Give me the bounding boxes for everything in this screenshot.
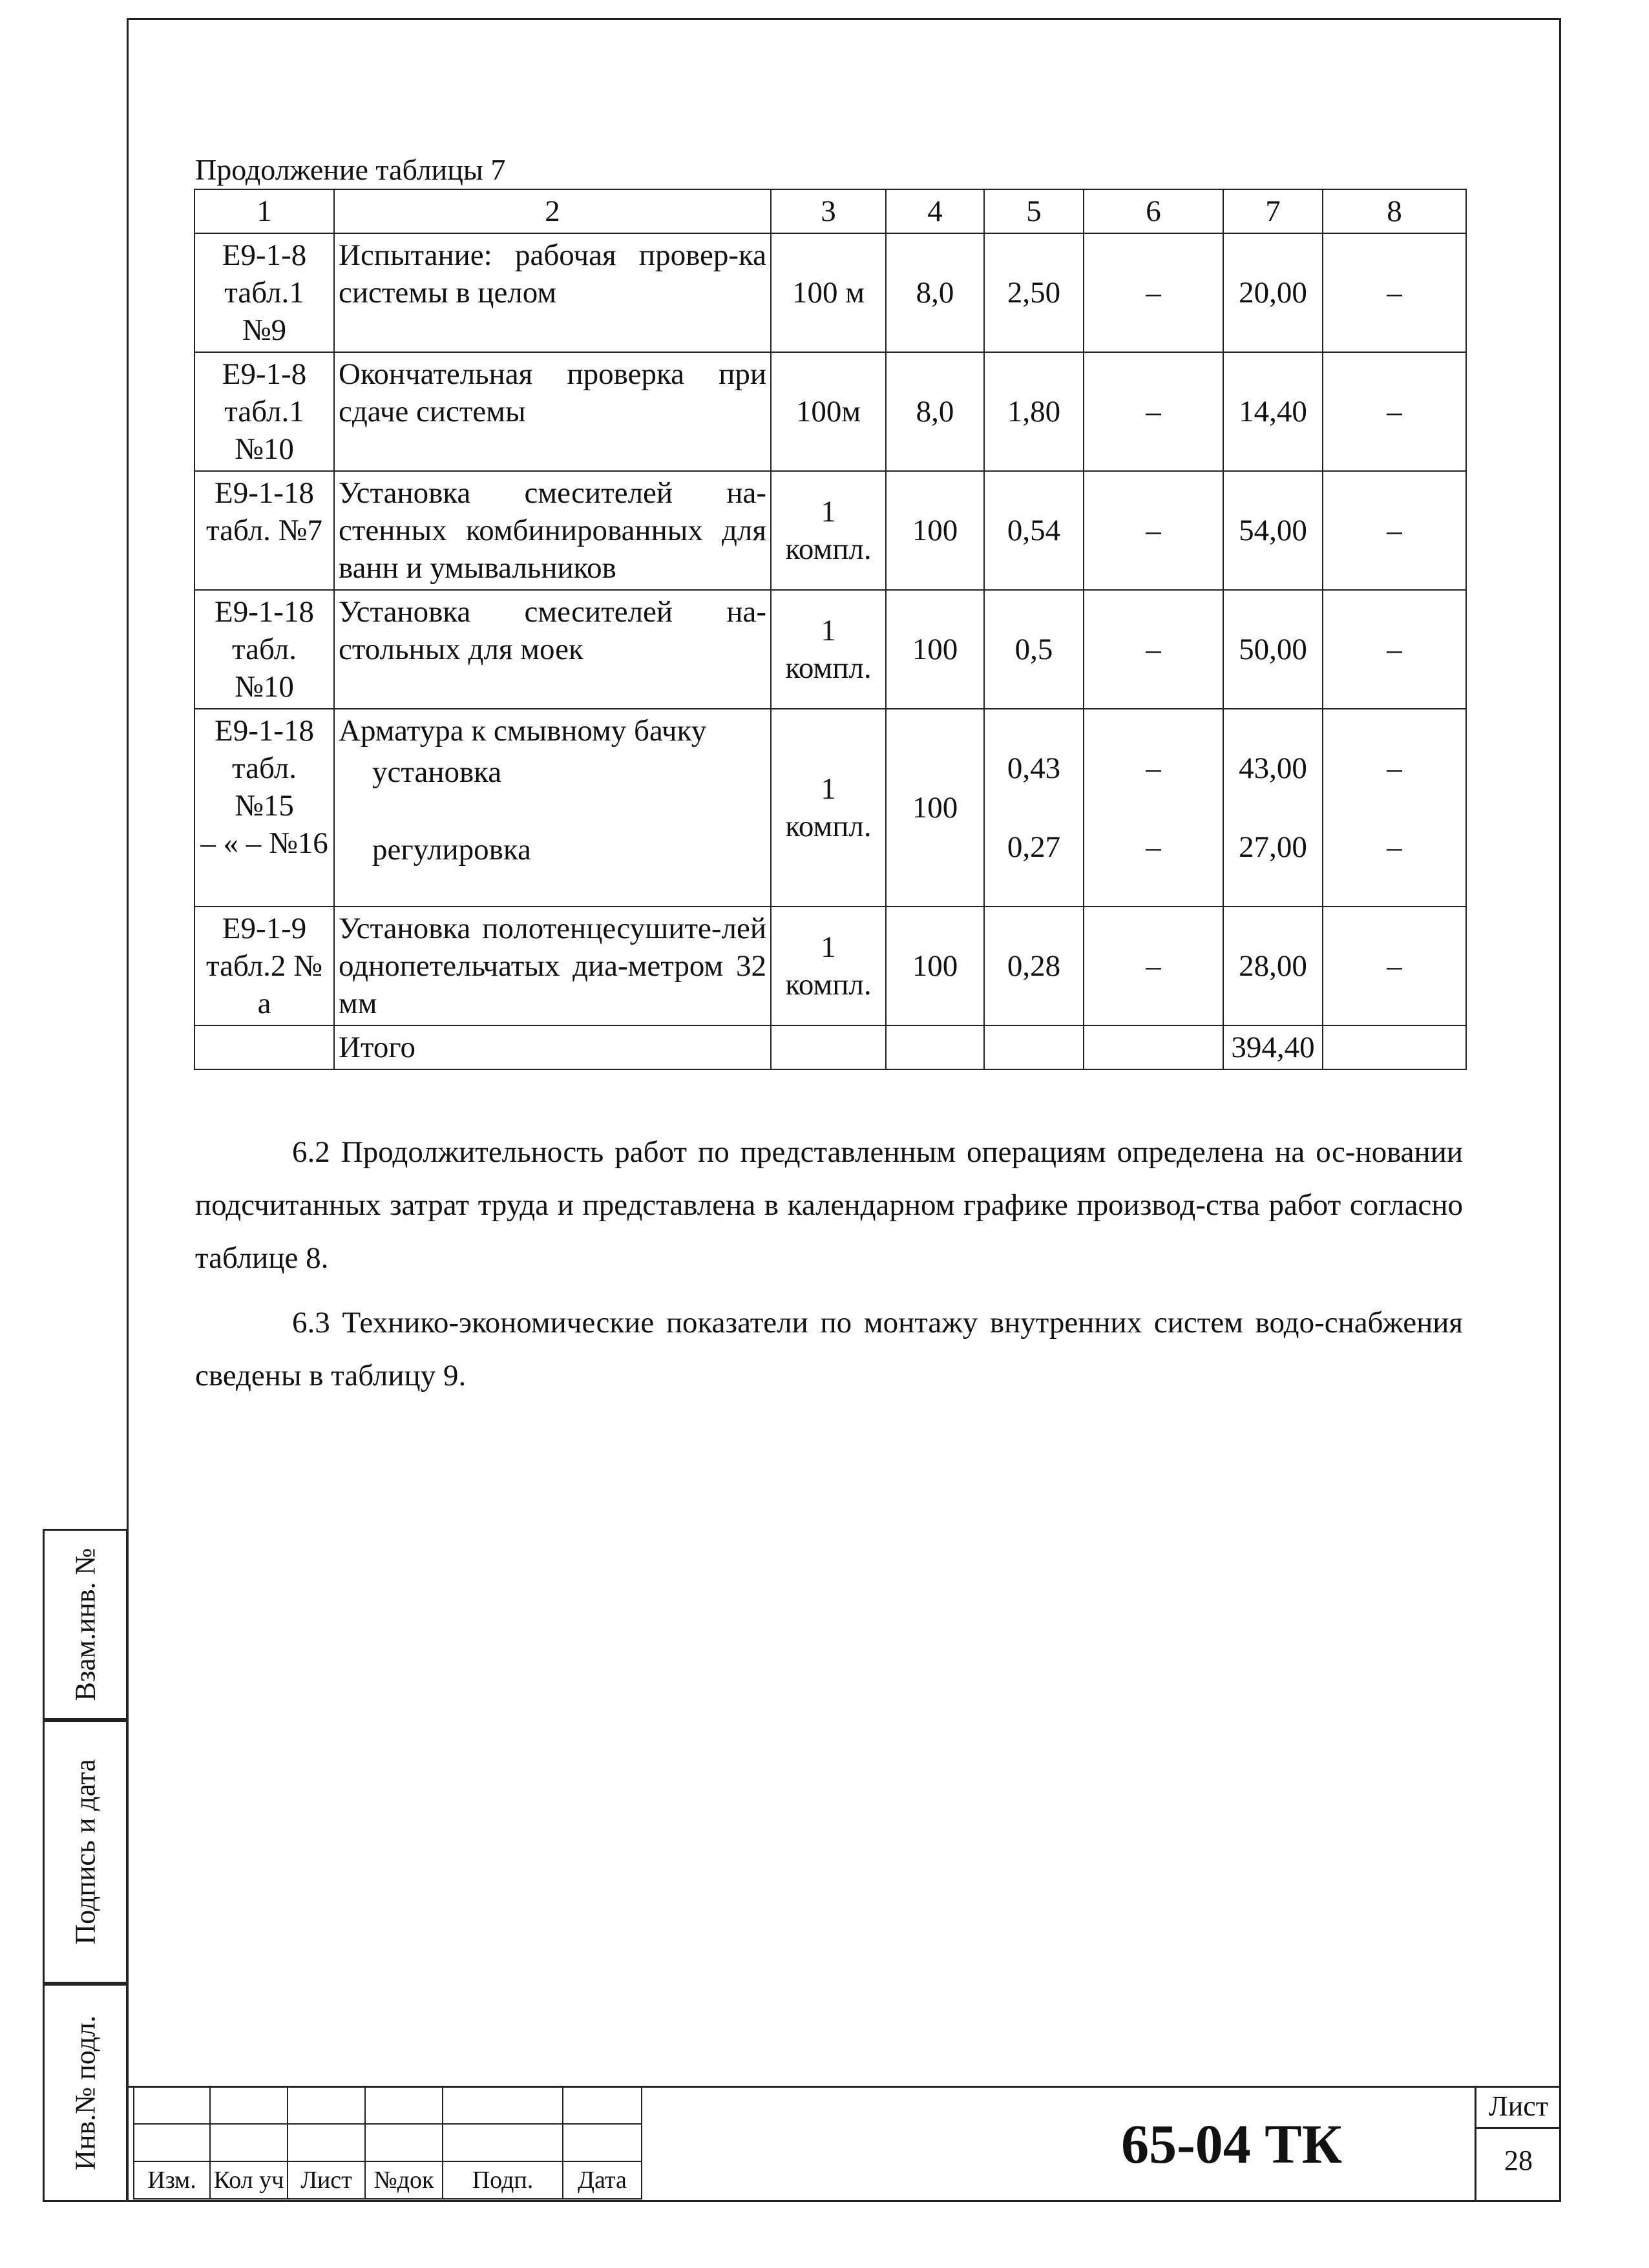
value-cell: 100: [886, 907, 984, 1025]
stamp-cell: [443, 2124, 563, 2161]
side-box-podpis-data: [43, 1720, 128, 1984]
value-text: –: [1387, 751, 1402, 785]
table-row: [194, 471, 1466, 590]
code-cell: Е9-1-8 табл.1 №9: [194, 233, 334, 352]
table-header-row: [194, 189, 1466, 233]
value-cell: 8,0: [886, 352, 984, 471]
value-cell: 50,00: [1223, 590, 1323, 709]
unit-cell: 100 м: [771, 233, 886, 352]
desc-cell: Окончательная проверка при сдаче системы: [334, 352, 771, 471]
unit-cell: 1 компл.: [771, 907, 886, 1025]
table-row: [194, 233, 1466, 352]
table-row: [194, 590, 1466, 709]
value-cell: 0,5: [984, 590, 1084, 709]
desc-title: Арматура к смывному бачку: [339, 714, 707, 748]
side-label: Взам.инв. №: [69, 1548, 101, 1701]
value-cell: 54,00: [1223, 471, 1323, 590]
stamp-col-label: Кол уч: [210, 2161, 288, 2199]
stamp-col-label: Дата: [563, 2161, 642, 2199]
desc-cell: Установка смесителей на-стольных для моек: [334, 590, 771, 709]
stamp-col-label: Подп.: [443, 2161, 563, 2199]
code-text: – « – №16: [200, 826, 328, 860]
header-cell: 8: [1323, 189, 1466, 233]
table-row: [194, 907, 1466, 1025]
empty-cell: [1084, 1025, 1223, 1069]
value-cell: –: [1084, 471, 1223, 590]
code-text: Е9-1-18 табл. №15: [214, 714, 314, 823]
value-cell: 28,00: [1223, 907, 1323, 1025]
unit-cell: 100м: [771, 352, 886, 471]
table-row: [194, 352, 1466, 471]
header-cell: 6: [1084, 189, 1223, 233]
header-cell: 4: [886, 189, 984, 233]
value-cell: 2,50: [984, 233, 1084, 352]
value-cell: –: [1084, 907, 1223, 1025]
value-text: –: [1387, 830, 1402, 864]
empty-cell: [771, 1025, 886, 1069]
paragraph-6-3: 6.3 Технико-экономические показатели по монтажу внутренних систем водо-снабжения сведены в таблицу 9.: [195, 1306, 1463, 1392]
table-caption: Продолжение таблицы 7: [195, 153, 506, 186]
stamp-grid: [133, 2086, 642, 2200]
value-cell: 100: [886, 471, 984, 590]
stamp-cell: [210, 2124, 288, 2161]
header-cell: 7: [1223, 189, 1323, 233]
value-cell: –: [1084, 233, 1223, 352]
desc-sub: установка: [372, 755, 502, 789]
desc-cell: Установка смесителей на-стенных комбинированных для ванн и умывальников: [334, 471, 771, 590]
side-label: Инв.№ подл.: [69, 2015, 101, 2170]
stamp-col-label: Лист: [288, 2161, 365, 2199]
stamp-cell: [288, 2124, 365, 2161]
unit-cell: 1 компл.: [771, 709, 886, 907]
value-cell: 100: [886, 709, 984, 907]
value-cell: 8,0: [886, 233, 984, 352]
paragraph-6-2: 6.2 Продолжительность работ по представленным операциям определена на ос-новании подсчитанных затрат труда и представлена в календарном графике производ-ства работ согласно таблице 8.: [195, 1135, 1463, 1275]
stamp-cell: [443, 2086, 563, 2124]
value-cell: –: [1323, 471, 1466, 590]
value-cell: –: [1323, 590, 1466, 709]
stamp-cell: [563, 2124, 642, 2161]
value-cell: 0,28: [984, 907, 1084, 1025]
code-cell: Е9-1-18 табл. №7: [194, 471, 334, 590]
header-cell: 1: [194, 189, 334, 233]
empty-cell: [1323, 1025, 1466, 1069]
table-row-armatura: [194, 709, 1466, 907]
value-text: 27,00: [1239, 830, 1307, 864]
sheet-label: Лист: [1488, 2090, 1549, 2122]
desc-cell: Установка полотенцесушите-лей однопетельчатых диа-метром 32 мм: [334, 907, 771, 1025]
value-cell: [1223, 709, 1323, 907]
value-cell: –: [1323, 233, 1466, 352]
total-label: Итого: [334, 1025, 771, 1069]
unit-cell: 1 компл.: [771, 590, 886, 709]
total-value: 394,40: [1223, 1025, 1323, 1069]
side-label: Подпись и дата: [69, 1759, 101, 1945]
value-cell: [984, 709, 1084, 907]
stamp-cell: [210, 2086, 288, 2124]
value-cell: –: [1084, 352, 1223, 471]
work-table: [194, 189, 1467, 1070]
sheet-number: 28: [1504, 2145, 1533, 2176]
sheet-h-divider: [1475, 2127, 1561, 2129]
value-cell: 20,00: [1223, 233, 1323, 352]
desc-sub: регулировка: [372, 833, 531, 866]
value-cell: 1,80: [984, 352, 1084, 471]
stamp-cell: [134, 2124, 210, 2161]
stamp-cell: [365, 2086, 443, 2124]
code-cell: Е9-1-8 табл.1 №10: [194, 352, 334, 471]
empty-cell: [886, 1025, 984, 1069]
empty-cell: [984, 1025, 1084, 1069]
header-cell: 3: [771, 189, 886, 233]
value-cell: [1323, 709, 1466, 907]
empty-cell: [194, 1025, 334, 1069]
value-text: –: [1146, 751, 1161, 785]
value-text: 43,00: [1239, 751, 1307, 785]
header-cell: 2: [334, 189, 771, 233]
desc-cell: [334, 709, 771, 907]
value-cell: –: [1084, 590, 1223, 709]
value-text: 0,27: [1007, 830, 1061, 864]
header-cell: 5: [984, 189, 1084, 233]
stamp-cell: [134, 2086, 210, 2124]
value-cell: –: [1323, 352, 1466, 471]
side-box-inv-podl: [43, 1984, 128, 2202]
value-cell: 0,54: [984, 471, 1084, 590]
value-cell: 14,40: [1223, 352, 1323, 471]
code-cell: Е9-1-9 табл.2 № а: [194, 907, 334, 1025]
desc-cell: Испытание: рабочая провер-ка системы в целом: [334, 233, 771, 352]
stamp-cell: [563, 2086, 642, 2124]
stamp-cell: [288, 2086, 365, 2124]
stamp-cell: [365, 2124, 443, 2161]
document-number: 65-04 ТК: [1121, 2113, 1342, 2175]
title-block: [127, 2086, 1561, 2202]
value-text: 0,43: [1007, 751, 1061, 785]
value-cell: 100: [886, 590, 984, 709]
code-cell: Е9-1-18 табл. №10: [194, 590, 334, 709]
code-cell: [194, 709, 334, 907]
stamp-col-label: Изм.: [134, 2161, 210, 2199]
value-text: –: [1146, 830, 1161, 864]
stamp-col-label: №док: [365, 2161, 443, 2199]
unit-cell: 1 компл.: [771, 471, 886, 590]
value-cell: [1084, 709, 1223, 907]
value-cell: –: [1323, 907, 1466, 1025]
table-total-row: [194, 1025, 1466, 1069]
sheet-divider: [1475, 2086, 1476, 2202]
side-box-vzam-inv: [43, 1529, 128, 1720]
